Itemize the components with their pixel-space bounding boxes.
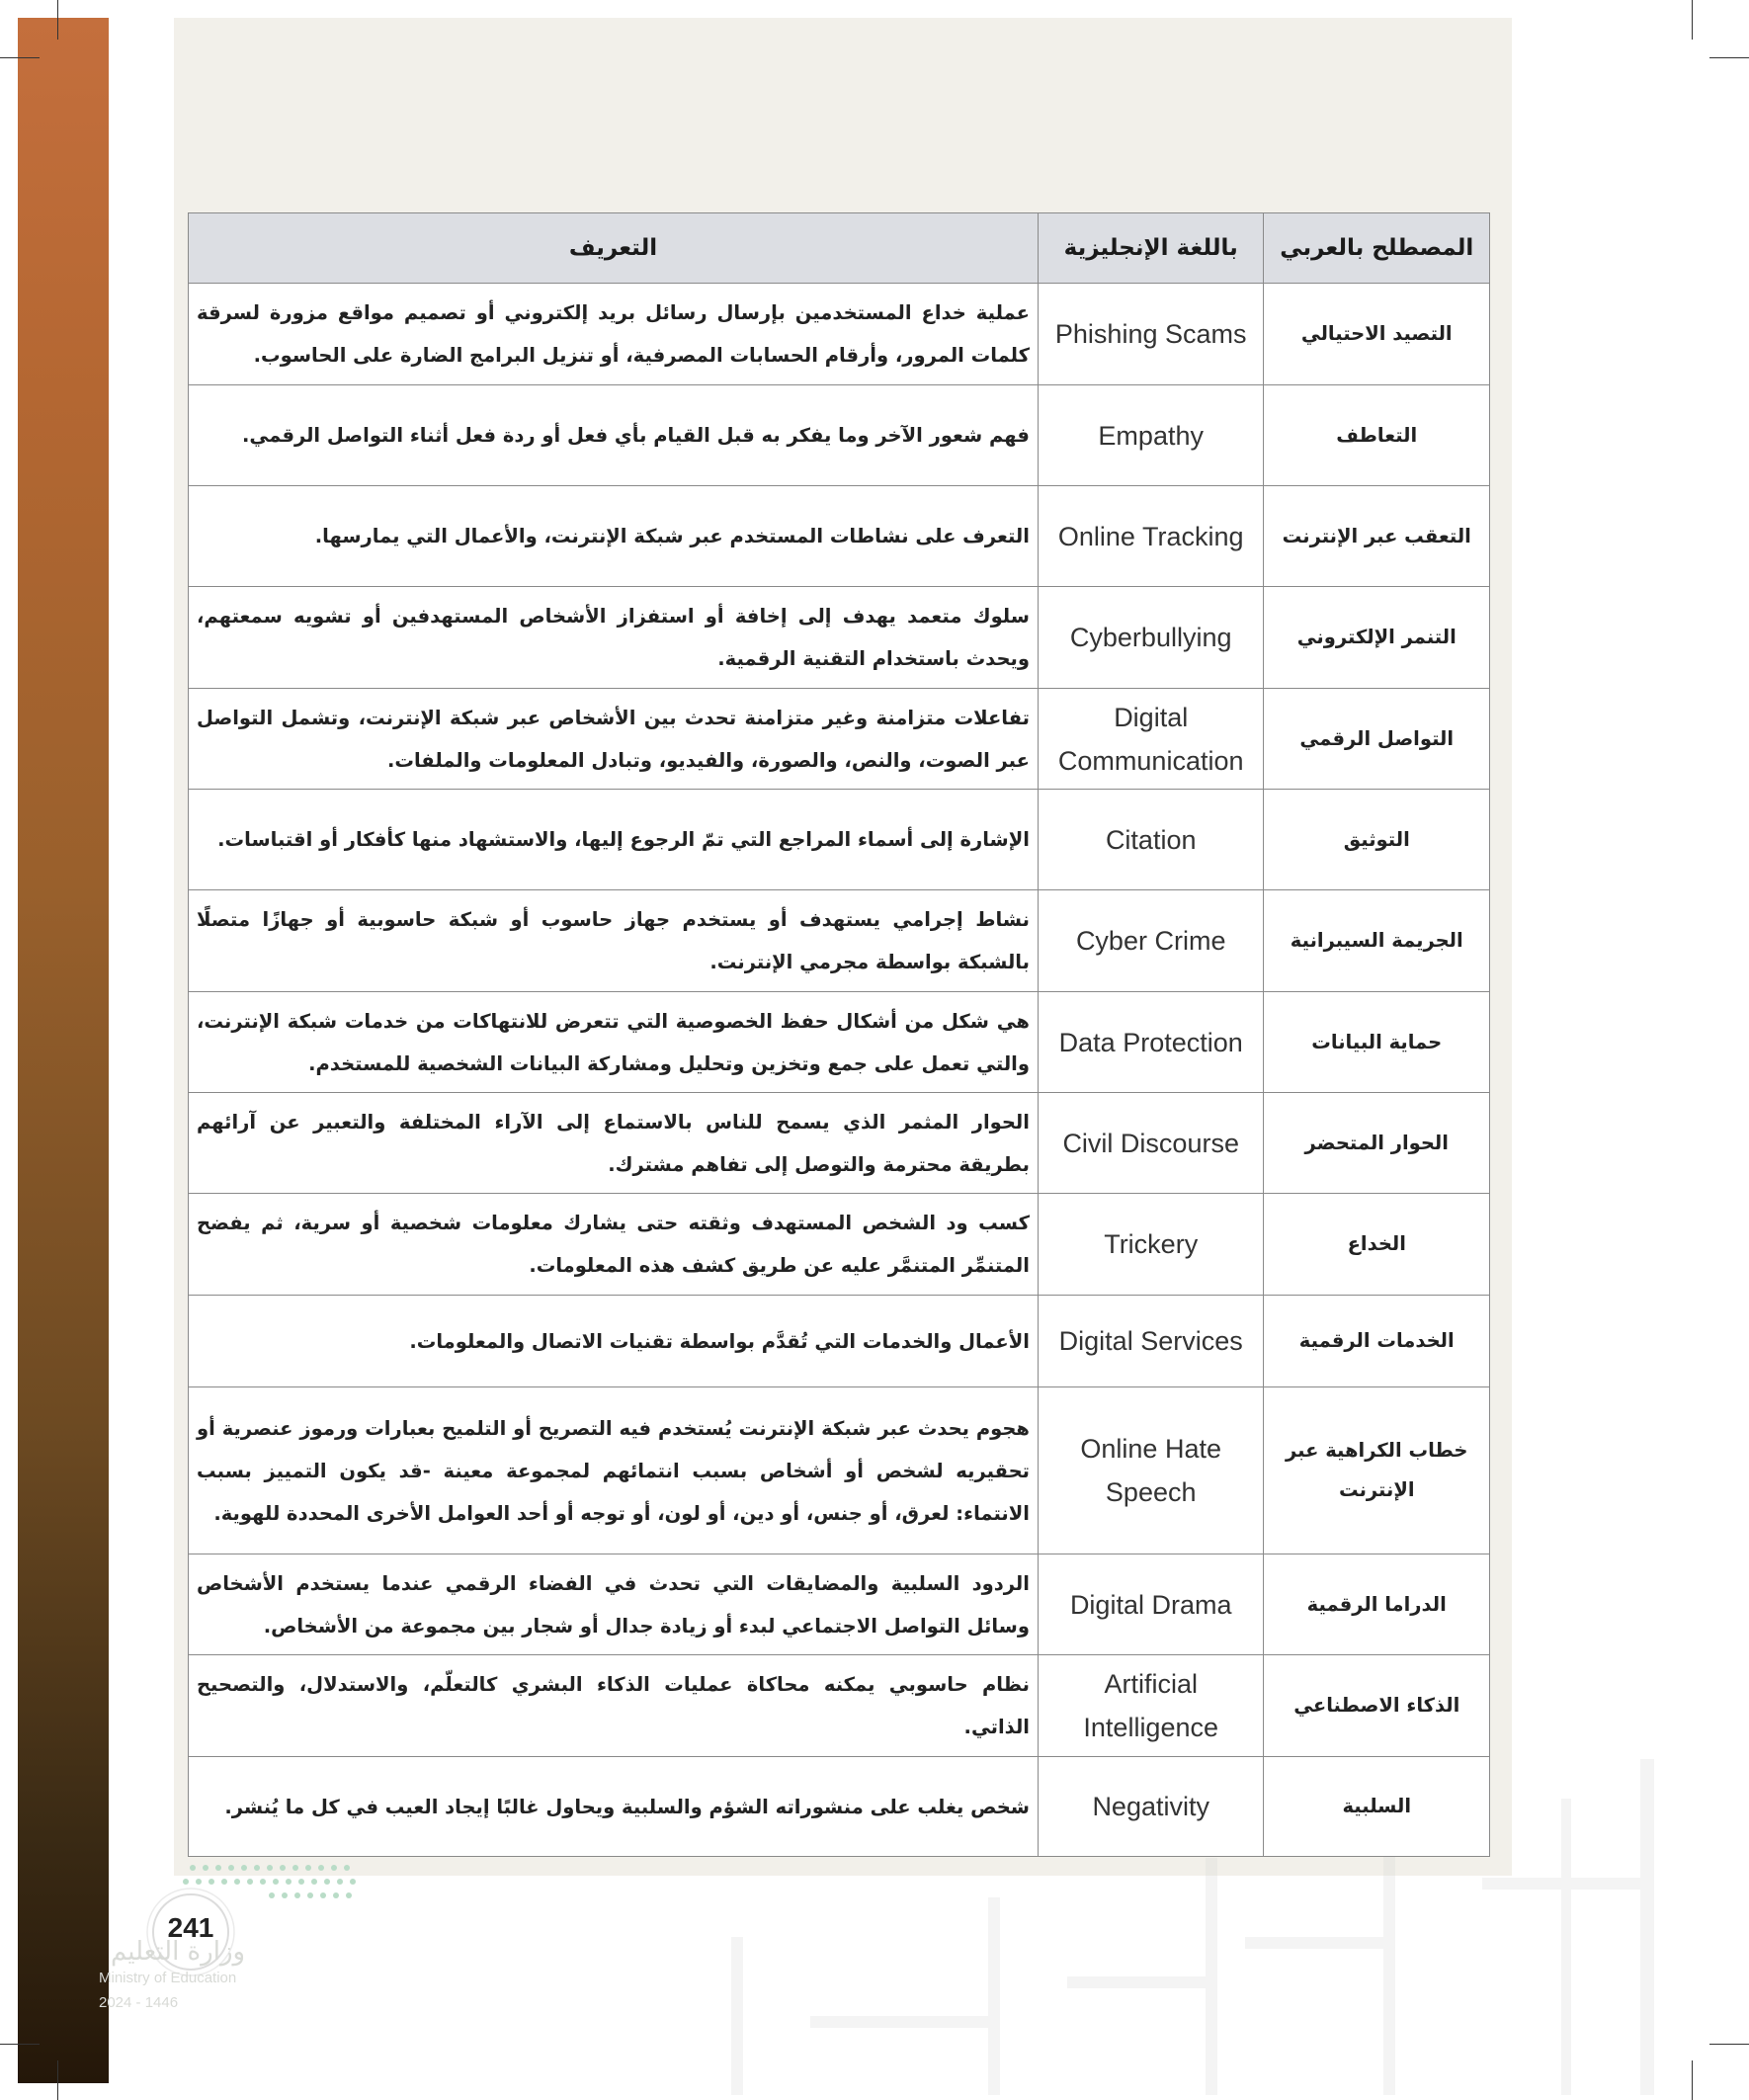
edition-year: 2024 - 1446 [99, 1994, 179, 2011]
crop-mark [0, 2044, 40, 2045]
english-term-cell: Civil Discourse [1038, 1093, 1264, 1194]
glossary-table [188, 212, 1490, 1857]
arabic-term-cell: التعقب عبر الإنترنت [1264, 486, 1490, 587]
definition-cell: نظام حاسوبي يمكنه محاكاة عمليات الذكاء البشري كالتعلّم، والاستدلال، والتصحيح الذاتي. [189, 1655, 1039, 1757]
page-number: 241 [167, 1912, 214, 1943]
english-term-cell: Online Hate Speech [1038, 1387, 1264, 1554]
header-english-term: باللغة الإنجليزية [1038, 213, 1264, 284]
table-row [189, 1093, 1490, 1194]
header-definition: التعريف [189, 213, 1039, 284]
table-header-row [189, 213, 1490, 284]
table-row [189, 689, 1490, 790]
definition-cell: الإشارة إلى أسماء المراجع التي تمّ الرجوع إليها، والاستشهاد منها كأفكار أو اقتباسات. [189, 790, 1039, 890]
english-term-cell: Digital Services [1038, 1296, 1264, 1387]
table-row [189, 890, 1490, 992]
arabic-term-cell: الجريمة السيبرانية [1264, 890, 1490, 992]
arabic-term-cell: التوثيق [1264, 790, 1490, 890]
arabic-term-cell: خطاب الكراهية عبر الإنترنت [1264, 1387, 1490, 1554]
table-row [189, 1387, 1490, 1554]
arabic-term-cell: الخداع [1264, 1194, 1490, 1296]
crop-mark [1692, 2060, 1693, 2100]
english-term-cell: Digital Communication [1038, 689, 1264, 790]
definition-cell: هجوم يحدث عبر شبكة الإنترنت يُستخدم فيه التصريح أو التلميح بعبارات ورموز عنصرية أو تحقيريه لشخص أو أشخاص بسبب انتمائهم لمجموعة معينة -قد يكون التمييز بسبب الانتماء: لعرق، أو جنس، أو دين، أو لون، أو توجه أو أحد العوامل الأخرى المحددة للهوية. [189, 1387, 1039, 1554]
crop-mark [1692, 0, 1693, 40]
english-term-cell: Cyberbullying [1038, 587, 1264, 689]
arabic-term-cell: التصيد الاحتيالي [1264, 284, 1490, 385]
table-row [189, 1296, 1490, 1387]
definition-cell: عملية خداع المستخدمين بإرسال رسائل بريد إلكتروني أو تصميم مواقع مزورة لسرقة كلمات المرور، وأرقام الحسابات المصرفية، أو تنزيل البرامج الضارة على الحاسوب. [189, 284, 1039, 385]
arabic-term-cell: حماية البيانات [1264, 992, 1490, 1093]
table-row [189, 1194, 1490, 1296]
arabic-term-cell: الدراما الرقمية [1264, 1554, 1490, 1655]
definition-cell: شخص يغلب على منشوراته الشؤم والسلبية ويحاول غالبًا إيجاد العيب في كل ما يُنشر. [189, 1757, 1039, 1857]
table-row [189, 284, 1490, 385]
crop-mark [1709, 2044, 1749, 2045]
definition-cell: كسب ود الشخص المستهدف وثقته حتى يشارك معلومات شخصية أو سرية، ثم يفضح المتنمِّر المتنمَّر عليه عن طريق كشف هذه المعلومات. [189, 1194, 1039, 1296]
table-row [189, 1757, 1490, 1857]
ministry-name-english: Ministry of Education [99, 1970, 237, 1986]
english-term-cell: Data Protection [1038, 992, 1264, 1093]
table-row [189, 790, 1490, 890]
english-term-cell: Trickery [1038, 1194, 1264, 1296]
arabic-term-cell: التواصل الرقمي [1264, 689, 1490, 790]
definition-cell: نشاط إجرامي يستهدف أو يستخدم جهاز حاسوب أو شبكة حاسوبية أو جهازًا متصلًا بالشبكة بواسطة مجرمي الإنترنت. [189, 890, 1039, 992]
header-arabic-term: المصطلح بالعربي [1264, 213, 1490, 284]
ministry-name-arabic: وزارة التعليم [111, 1937, 246, 1967]
arabic-term-cell: الخدمات الرقمية [1264, 1296, 1490, 1387]
arabic-term-cell: التعاطف [1264, 385, 1490, 486]
definition-cell: الحوار المثمر الذي يسمح للناس بالاستماع إلى الآراء المختلفة والتعبير عن آرائهم بطريقة محترمة والتوصل إلى تفاهم مشترك. [189, 1093, 1039, 1194]
english-term-cell: Cyber Crime [1038, 890, 1264, 992]
arabic-term-cell: الحوار المتحضر [1264, 1093, 1490, 1194]
definition-cell: فهم شعور الآخر وما يفكر به قبل القيام بأي فعل أو ردة فعل أثناء التواصل الرقمي. [189, 385, 1039, 486]
definition-cell: الردود السلبية والمضايقات التي تحدث في الفضاء الرقمي عندما يستخدم الأشخاص وسائل التواصل الاجتماعي لبدء أو زيادة جدال أو شجار بين مجموعة من الأشخاص. [189, 1554, 1039, 1655]
english-term-cell: Phishing Scams [1038, 284, 1264, 385]
arabic-term-cell: الذكاء الاصطناعي [1264, 1655, 1490, 1757]
english-term-cell: Artificial Intelligence [1038, 1655, 1264, 1757]
table-row [189, 486, 1490, 587]
decorative-side-strip [18, 18, 109, 2083]
crop-mark [57, 0, 58, 40]
definition-cell: الأعمال والخدمات التي تُقدَّم بواسطة تقنيات الاتصال والمعلومات. [189, 1296, 1039, 1387]
definition-cell: التعرف على نشاطات المستخدم عبر شبكة الإنترنت، والأعمال التي يمارسها. [189, 486, 1039, 587]
crop-mark [57, 2060, 58, 2100]
crop-mark [0, 57, 40, 58]
table-row [189, 587, 1490, 689]
definition-cell: هي شكل من أشكال حفظ الخصوصية التي تتعرض للانتهاكات من خدمات شبكة الإنترنت، والتي تعمل على جمع وتخزين وتحليل ومشاركة البيانات الشخصية للمستخدم. [189, 992, 1039, 1093]
table-row [189, 385, 1490, 486]
crop-mark [1709, 57, 1749, 58]
table-row [189, 1554, 1490, 1655]
table-row [189, 1655, 1490, 1757]
definition-cell: سلوك متعمد يهدف إلى إخافة أو استفزاز الأشخاص المستهدفين أو تشويه سمعتهم، ويحدث باستخدام التقنية الرقمية. [189, 587, 1039, 689]
definition-cell: تفاعلات متزامنة وغير متزامنة تحدث بين الأشخاص عبر شبكة الإنترنت، وتشمل التواصل عبر الصوت، والنص، والصورة، والفيديو، وتبادل المعلومات والملفات. [189, 689, 1039, 790]
arabic-term-cell: التنمر الإلكتروني [1264, 587, 1490, 689]
table-row [189, 992, 1490, 1093]
english-term-cell: Empathy [1038, 385, 1264, 486]
english-term-cell: Online Tracking [1038, 486, 1264, 587]
english-term-cell: Negativity [1038, 1757, 1264, 1857]
arabic-term-cell: السلبية [1264, 1757, 1490, 1857]
english-term-cell: Citation [1038, 790, 1264, 890]
english-term-cell: Digital Drama [1038, 1554, 1264, 1655]
